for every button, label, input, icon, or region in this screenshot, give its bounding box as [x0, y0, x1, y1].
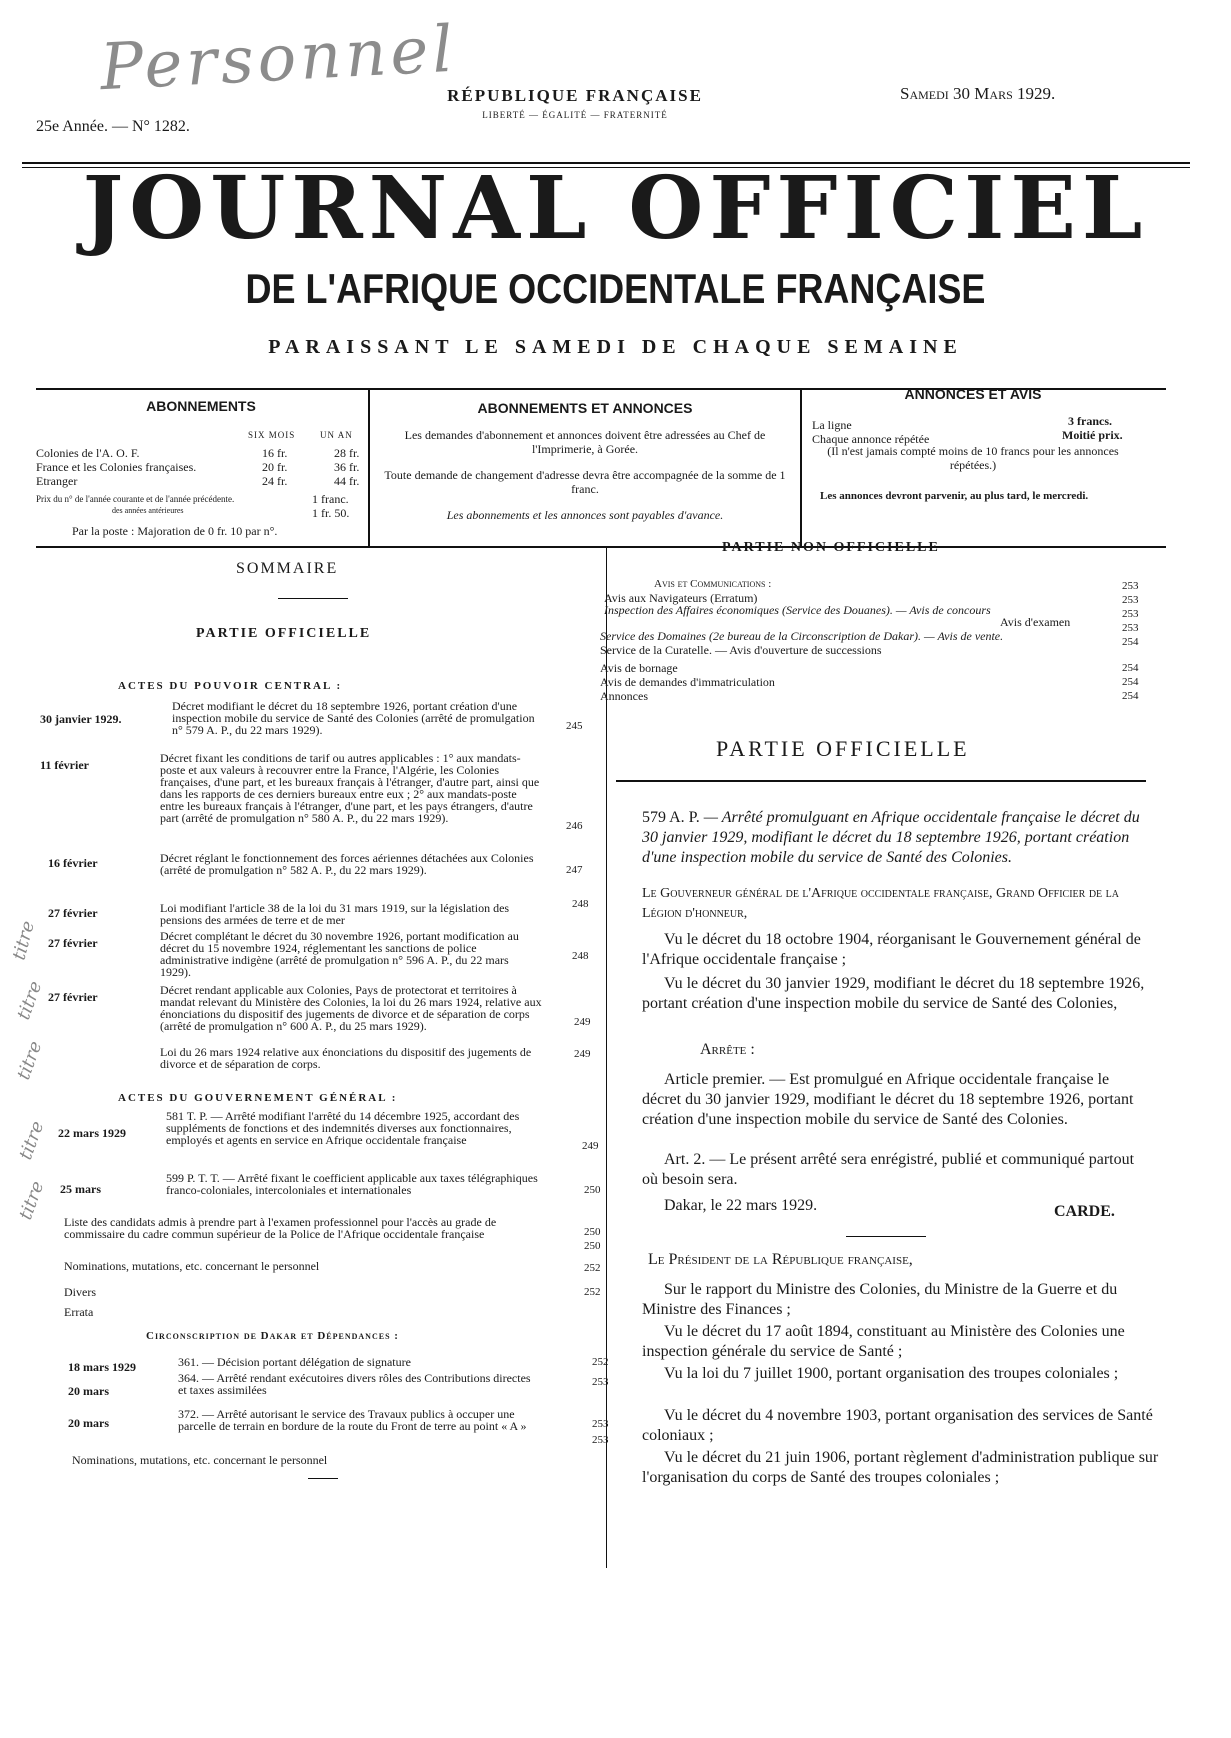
abonnements-box — [36, 398, 366, 414]
avis-item: Avis de demandes d'immatriculation — [600, 675, 775, 689]
repetee-label: Chaque annonce répétée — [812, 432, 930, 446]
handwritten-note: Personnel — [98, 12, 459, 106]
abo-annonces-text-2: Toute demande de changement d'adresse devra être accompagnée de la somme de 1 franc. — [384, 468, 786, 496]
avis-page: 253 — [1122, 622, 1139, 634]
prix-value-1: 1 franc. — [312, 492, 349, 506]
toc-errata: Errata — [64, 1305, 94, 1319]
toc-text: Loi du 26 mars 1924 relative aux énonciations du dispositif des jugements de divorce et de séparation de corps. — [160, 1045, 532, 1071]
motto: LIBERTÉ — ÉGALITÉ — FRATERNITÉ — [482, 110, 668, 120]
toc-text: 364. — Arrêté rendant exécutoires divers rôles des Contributions directes et taxes assimilées — [178, 1371, 531, 1397]
abonnement-row-an: 28 fr. — [334, 446, 360, 460]
ligne-value: 3 francs. — [1068, 414, 1112, 428]
abo-annonces-text-3: Les abonnements et les annonces sont payables d'avance. — [446, 508, 724, 522]
toc-page: 250 — [584, 1226, 601, 1238]
toc-page: 250 — [584, 1184, 601, 1196]
toc-text: Décret modifiant le décret du 18 septembre 1926, portant création d'une inspection mobile du service de Santé des Colonies (arrêté de promulgation n° 579 A. P., du 22 mars 1929). — [172, 699, 535, 737]
toc-page: 245 — [566, 720, 583, 732]
toc-page: 253 — [592, 1418, 609, 1430]
toc-page: 248 — [572, 950, 589, 962]
avis-item: Service des Domaines (2e bureau de la Circonscription de Dakar). — Avis de vente. — [600, 629, 1004, 643]
abonnements-col-six: SIX MOIS — [248, 430, 296, 440]
journal-subtitle: DE L'AFRIQUE OCCIDENTALE FRANÇAISE — [245, 264, 986, 312]
abonnement-row-an: 36 fr. — [334, 460, 360, 474]
annonces-avis-title: ANNONCES ET AVIS — [904, 386, 1042, 402]
toc-date: 18 mars 1929 — [68, 1360, 136, 1374]
toc-text: 361. — Décision portant délégation de signature — [178, 1355, 411, 1369]
toc-page: 247 — [566, 864, 583, 876]
president-p2: Vu le décret du 17 août 1894, constituant au Ministère des Colonies une inspection générale du service de Santé ; — [642, 1323, 1125, 1360]
margin-note: titre — [8, 918, 39, 963]
president-p5: Vu le décret du 21 juin 1906, portant règlement d'administration publique sur l'organisation du corps de Santé des troupes coloniales ; — [642, 1449, 1159, 1486]
toc-text: 599 P. T. T. — Arrêté fixant le coefficient applicable aux taxes télégraphiques franco-coloniales, intercoloniales et internationales — [166, 1171, 538, 1197]
president-p1: Sur le rapport du Ministre des Colonies, du Ministre de la Guerre et du Ministre des Finances ; — [642, 1281, 1118, 1318]
actes-general-heading: ACTES DU GOUVERNEMENT GÉNÉRAL : — [118, 1092, 398, 1104]
abonnement-row-label: Etranger — [36, 474, 78, 488]
toc-page: 249 — [574, 1048, 591, 1060]
avis-page: 254 — [1122, 636, 1139, 648]
toc-date: 11 février — [40, 758, 89, 772]
toc-date: 27 février — [48, 990, 98, 1004]
ligne-label: La ligne — [812, 418, 852, 432]
annonces-avis-box — [808, 386, 1138, 402]
avis-page: 253 — [1122, 580, 1139, 592]
sommaire-rule — [278, 598, 348, 599]
issue-date: Samedi 30 Mars 1929. — [900, 84, 1056, 103]
vu-1: Vu le décret du 18 octobre 1904, réorganisant le Gouvernement général de l'Afrique occidentale française ; — [642, 931, 1141, 968]
margin-note: titre — [13, 978, 47, 1023]
arrete-heading: Arrête : — [700, 1041, 755, 1058]
sommaire-partie: PARTIE OFFICIELLE — [196, 626, 372, 641]
president-p4: Vu le décret du 4 novembre 1903, portant organisation des services de Santé coloniaux ; — [642, 1407, 1153, 1444]
avis-heading: Avis et Communications : — [654, 578, 772, 590]
margin-note: titre — [15, 1178, 49, 1223]
toc-text: Décret fixant les conditions de tarif ou autres applicables : 1° aux mandats-poste et aux valeurs à recouvrer entre la France, l'Algérie, les Colonies françaises, d'une part, et les bureaux français à l'étranger, d'autre part, ainsi que dans les rapports de ces derniers bureaux entre eux ; 2° aux mandats-poste entre les bureaux français à l'étranger, d'une part, et les pays étrangers, d'autre part (arrêté de promulgation n° 580 A. P., du 22 mars 1929). — [160, 751, 540, 825]
circonscription-heading: Circonscription de Dakar et Dépendances : — [146, 1330, 399, 1342]
avis-item: Annonces — [600, 689, 648, 703]
abonnement-row-label: France et les Colonies françaises. — [36, 460, 197, 474]
toc-nominations-2: Nominations, mutations, etc. concernant le personnel — [72, 1453, 328, 1467]
avis-page: 254 — [1122, 662, 1139, 674]
arrete-number: 579 A. P. — [642, 809, 700, 826]
toc-date: 27 février — [48, 906, 98, 920]
toc-page: 252 — [592, 1356, 609, 1368]
non-officielle-title: PARTIE NON OFFICIELLE — [722, 540, 940, 555]
margin-note: titre — [13, 1038, 47, 1083]
abonnement-row-six: 16 fr. — [262, 446, 288, 460]
toc-date: 16 février — [48, 856, 98, 870]
box-divider-2 — [800, 388, 802, 546]
article-2: Art. 2. — Le présent arrêté sera enrégistré, publié et communiqué partout où besoin sera. — [642, 1151, 1135, 1188]
sommaire-title: SOMMAIRE — [236, 560, 339, 577]
abonnement-row-six: 24 fr. — [262, 474, 288, 488]
toc-page: 252 — [584, 1262, 601, 1274]
toc-text: Décret réglant le fonctionnement des forces aériennes détachées aux Colonies (arrêté de promulgation n° 582 A. P., du 22 mars 1929). — [160, 851, 534, 877]
frequency-line: PARAISSANT LE SAMEDI DE CHAQUE SEMAINE — [268, 336, 963, 358]
abo-annonces-title: ABONNEMENTS ET ANNONCES — [477, 400, 693, 416]
toc-text: 581 T. P. — Arrêté modifiant l'arrêté du 14 décembre 1925, accordant des suppléments de fonctions et des indemnités diverses aux fonctionnaires, employés et agents en service en Afrique occidentale française — [166, 1109, 520, 1147]
toc-liste: Liste des candidats admis à prendre part à l'examen professionnel pour l'accès au grade de commissaire du cadre commun supérieur de la Police de l'Afrique occidentale française — [64, 1215, 497, 1241]
toc-text: Loi modifiant l'article 38 de la loi du 31 mars 1919, sur la législation des pensions des armées de terre et de mer — [160, 901, 510, 927]
poste-note: Par la poste : Majoration de 0 fr. 10 par n°. — [72, 524, 278, 538]
signature: CARDE. — [1054, 1203, 1115, 1220]
toc-date: 20 mars — [68, 1416, 109, 1430]
box-bottom-rule — [36, 546, 1166, 548]
prix-label-2: des années antérieures — [112, 506, 184, 515]
toc-divers: Divers — [64, 1285, 96, 1299]
toc-text: Décret complétant le décret du 30 novembre 1926, portant modification au décret du 15 novembre 1924, réglementant les sanctions de police administrative indigène (arrêté de promulgation n° 596 A. P., du 22 mars 1929). — [160, 929, 519, 979]
article-1: Article premier. — Est promulgué en Afrique occidentale française le décret du 30 janvier 1929, modifiant le décret du 18 septembre 1926, portant création d'une inspection mobile du service de Santé des Colonies. — [642, 1071, 1134, 1128]
avis-page: 254 — [1122, 690, 1139, 702]
margin-note: titre — [15, 1118, 49, 1163]
republic-label: RÉPUBLIQUE FRANÇAISE — [447, 86, 703, 105]
annonces-note: (Il n'est jamais compté moins de 10 francs pour les annonces répétées.) — [827, 444, 1119, 472]
signature-rule — [846, 1236, 926, 1237]
abonnement-row-an: 44 fr. — [334, 474, 360, 488]
toc-page: 249 — [574, 1016, 591, 1028]
abo-annonces-text-1: Les demandes d'abonnement et annonces doivent être adressées au Chef de l'Imprimerie, à Gorée. — [404, 428, 766, 456]
toc-nominations: Nominations, mutations, etc. concernant le personnel — [64, 1259, 320, 1273]
arrete-title: — Arrêté promulguant en Afrique occidentale française le décret du 30 janvier 1929, modifiant le décret du 18 septembre 1926, portant création d'une inspection mobile du service de Santé des Colonies. — [642, 809, 1140, 866]
abo-annonces-box — [375, 400, 795, 522]
president-line: Le Président de la République française, — [648, 1251, 913, 1268]
toc-page: 248 — [572, 898, 589, 910]
toc-text: Décret rendant applicable aux Colonies, Pays de protectorat et territoires à mandat relevant du Ministère des Colonies, la loi du 26 mars 1924, relative aux énonciations du dispositif des jugements de divorce et de séparation de corps (arrêté de promulgation n° 600 A. P., du 25 mars 1929). — [160, 983, 542, 1033]
avis-item: Avis d'examen — [1000, 615, 1071, 629]
president-p3: Vu la loi du 7 juillet 1900, portant organisation des troupes coloniales ; — [664, 1365, 1119, 1382]
avis-item: Avis aux Navigateurs (Erratum) — [604, 591, 758, 605]
toc-page: 249 — [582, 1140, 599, 1152]
prix-value-2: 1 fr. 50. — [312, 506, 350, 520]
toc-date: 27 février — [48, 936, 98, 950]
abonnements-title: ABONNEMENTS — [146, 398, 256, 414]
toc-page: 253 — [592, 1376, 609, 1388]
avis-page: 253 — [1122, 594, 1139, 606]
officielle-rule — [616, 780, 1146, 782]
toc-date: 22 mars 1929 — [58, 1126, 126, 1140]
avis-item: Inspection des Affaires économiques (Service des Douanes). — Avis de concours — [604, 603, 991, 617]
abonnement-row-label: Colonies de l'A. O. F. — [36, 446, 140, 460]
avis-item: Avis de bornage — [600, 661, 678, 675]
arrete-579 — [642, 808, 1152, 868]
toc-date: 20 mars — [68, 1384, 109, 1398]
toc-page: 246 — [566, 820, 583, 832]
box-divider-1 — [368, 388, 370, 546]
toc-text: 372. — Arrêté autorisant le service des Travaux publics à occuper une parcelle de terrain en bordure de la route du Front de terre au point « A » — [178, 1407, 527, 1433]
toc-date: 30 janvier 1929. — [40, 712, 122, 726]
toc-date: 25 mars — [60, 1182, 101, 1196]
prix-label: Prix du n° de l'année courante et de l'année précédente. — [36, 494, 235, 504]
officielle-title: PARTIE OFFICIELLE — [716, 736, 970, 761]
sommaire-end-rule — [308, 1478, 338, 1479]
vu-2: Vu le décret du 30 janvier 1929, modifiant le décret du 18 septembre 1926, portant création d'une inspection mobile du service de Santé des Colonies, — [642, 975, 1145, 1012]
year-issue: 25e Année. — N° 1282. — [36, 118, 190, 135]
toc-page: 250 — [584, 1240, 601, 1252]
journal-title: JOURNAL OFFICIEL — [82, 158, 1149, 259]
gouverneur-line: Le Gouverneur général de l'Afrique occidentale française, Grand Officier de la Légion d'honneur, — [642, 886, 1119, 921]
abonnements-col-an: UN AN — [320, 430, 353, 440]
repetee-value: Moitié prix. — [1062, 428, 1123, 442]
lieu-date: Dakar, le 22 mars 1929. — [664, 1197, 818, 1214]
toc-page: 253 — [592, 1434, 609, 1446]
annonces-deadline: Les annonces devront parvenir, au plus tard, le mercredi. — [820, 490, 1089, 502]
toc-page: 252 — [584, 1286, 601, 1298]
abonnement-row-six: 20 fr. — [262, 460, 288, 474]
actes-central-heading: ACTES DU POUVOIR CENTRAL : — [118, 680, 343, 692]
avis-page: 254 — [1122, 676, 1139, 688]
avis-item: Service de la Curatelle. — Avis d'ouverture de successions — [600, 643, 882, 657]
avis-page: 253 — [1122, 608, 1139, 620]
